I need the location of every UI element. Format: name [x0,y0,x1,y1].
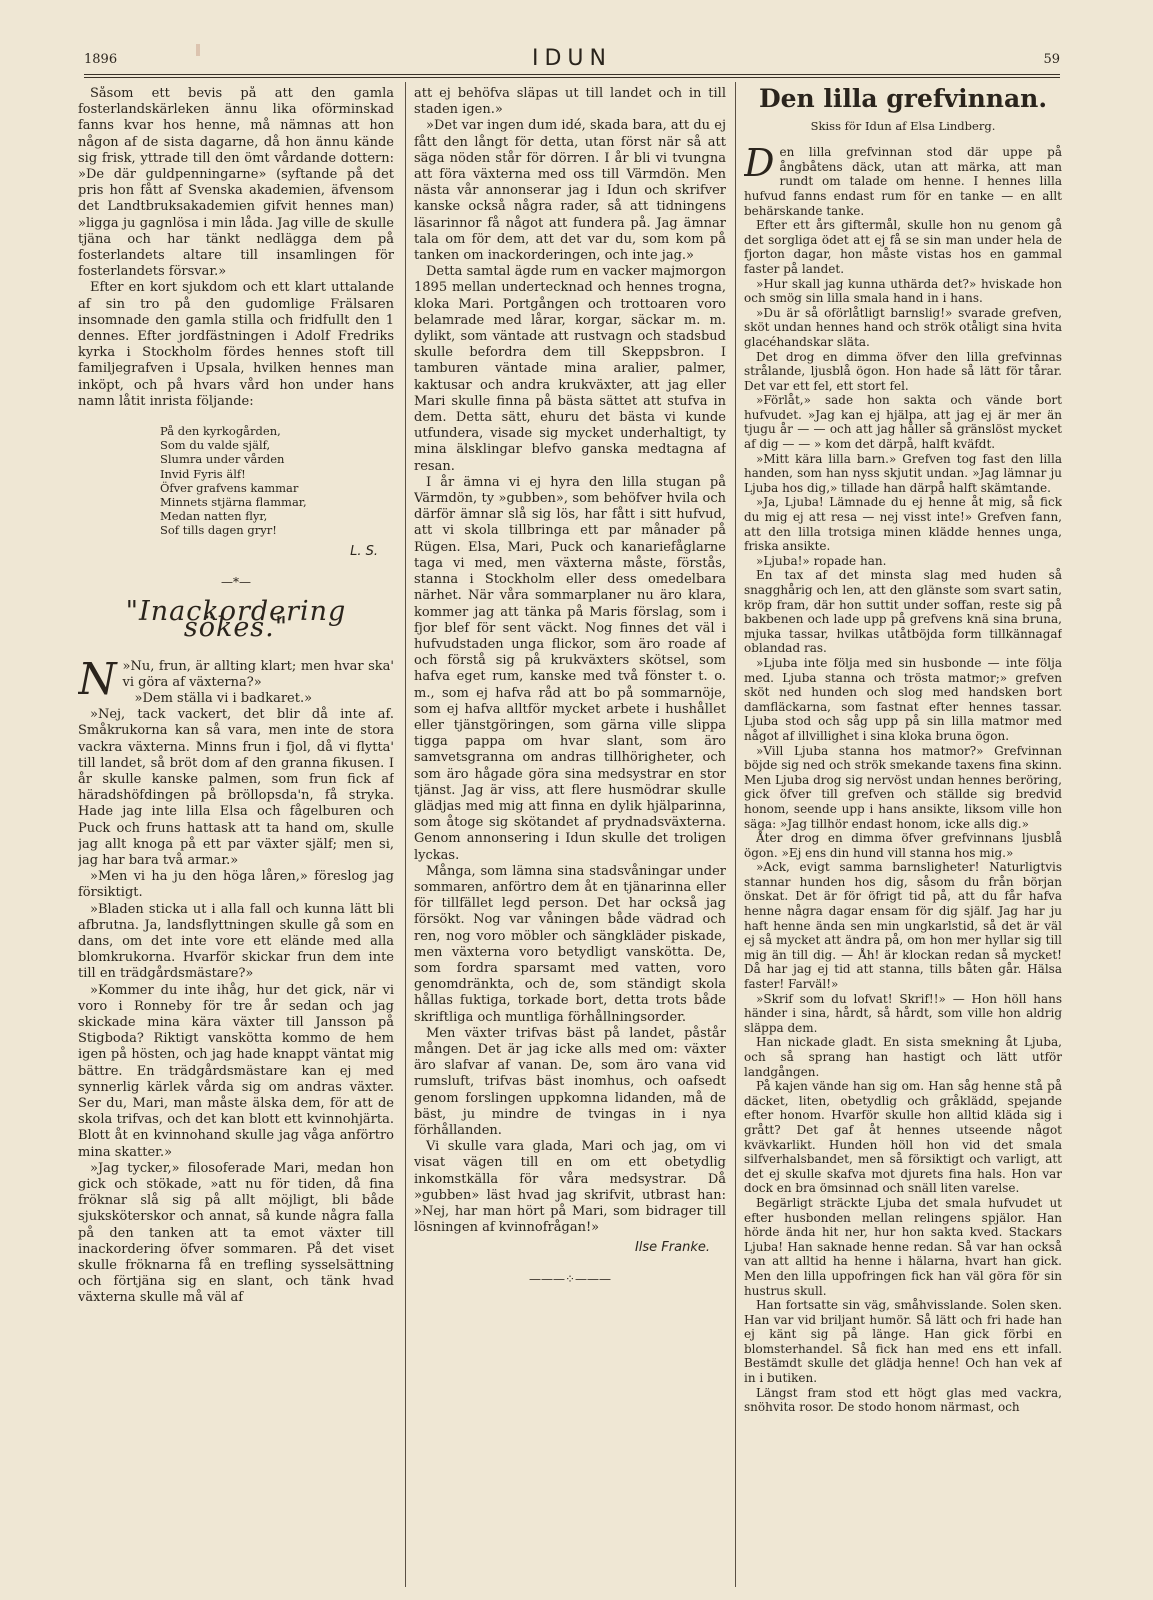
article-paragraph: »Nej, tack vackert, det blir då inte af. Småkrukorna kan så vara, men inte de stora vackra växterna. Minns frun i fjol, då vi flytta' till landet, så bröt dom af den granna fikusen. I år skulle kanske palmen, som frun fick af häradshöfdingen på bröllopsda'n, få stryka. Hade jag inte lilla Elsa och fågelburen och Puck och fruns hattask att ta hand om, skulle jag allt knoga på ett par växter själf; men si, jag har bara två armar.» [78,707,394,868]
story-paragraph: »Skrif som du lofvat! Skrif!!» — Hon höll hans händer i sina, hårdt, så hårdt, som ville hon aldrig släppa dem. [744,991,1062,1035]
story-paragraph: På kajen vände han sig om. Han såg henne stå på däcket, liten, obetydlig och gråklädd, spejande efter honom. Hvarför skulle hon alltid kläda sig i grått? Det gaf åt hennes utseende något kvävkarlikt. Hunden höll hon vid det smala silfverhalsbandet, men så försiktigt och varligt, att det ej skulle skafva mot djurets fina hals. Hon var dock en bra ömsinnad och snäll liten varelse. [744,1079,1062,1196]
story-paragraph: »Ack, evigt samma barnsligheter! Naturligtvis stannar hunden hos dig, såsom du från början önskat. Det är för öfrigt tid på, att du får hafva henne några dagar ensam för dig själf. Jag har ju haft henne ända sen min ungkarlstid, så det är väl ej så mycket att ändra på, om hon mer hyllar sig till mig än till dig. — Åh! är klockan redan så mycket! Då har jag ej tid att stanna, tills båten går. Hälsa faster! Farväl!» [744,860,1062,992]
header-year: 1896 [84,52,118,67]
story-paragraph: Den lilla grefvinnan stod där uppe på ångbåtens däck, utan att märka, att man rundt om talade om henne. I hennes lilla hufvud fanns endast rum för en tanke — en allt behärskande tanke. [744,141,1062,218]
poem-line: Som du valde själf, [160,438,271,453]
column-1 [78,86,394,1586]
story-paragraph: »Ja, Ljuba! Lämnade du ej henne åt mig, så fick du mig ej att resa — nej visst inte!» Grefven fann, att den lilla trotsiga minen klädde hennes unga, friska ansikte. [744,495,1062,554]
obituary-paragraph-1: Såsom ett bevis på att den gamla fosterlandskärleken ännu lika oförminskad fanns kvar hos henne, må nämnas att hon någon af de sista dagarne, då hon ännu kände sig frisk, yttrade till den ömt vårdande dottern: »De där guldpenningarne» (syftande på det pris hon fått af Svenska akademien, äfvensom det Landtbruksakademien gifvit hennes man) »ligga ju gagnlösa i min låda. Jag ville de skulle tjäna och har tänkt nedlägga dem på fosterlandets altare till insamlingen för fosterlandets försvar.» [78,86,394,280]
poem-signature: L. S. [350,543,378,559]
article-paragraph: »Jag tycker,» filosoferade Mari, medan hon gick och stökade, »att nu för tiden, då fina fröknar slå sig på allt möjligt, bli både sjuksköterskor och annat, så kunde några falla på den tanken att ta emot växter till inackordering öfver sommaren. På det viset skulle fröknarna få en trefling sysselsättning och förtjäna sig en slant, och tänk hvad växterna skulle må väl af [78,1160,394,1306]
poem-line: Sof tills dagen gryr! [160,523,277,538]
drop-cap: D [744,141,775,186]
story-paragraph: Åter drog en dimma öfver grefvinnans ljusblå ögon. »Ej ens din hund vill stanna hos mig.» [744,831,1062,860]
header-rule-secondary [84,77,1060,78]
article-paragraph: Detta samtal ägde rum en vacker majmorgon 1895 mellan undertecknad och hennes trogna, kloka Mari. Portgången och trottoaren voro belamrade med lårar, korgar, säckar m. m. dylikt, som väntade att rustvagn och stadsbud skulle befordra dem till Skeppsbron. I tamburen väntade mina aralier, palmer, kaktusar och andra krukväxter, att jag eller Mari skulle finna på bästa sättet att stufva in dem. Detta sätt, ehuru det bästa vi kunde utfundera, visade sig mycket underhaltigt, ty mina älsklingar blefvo ganska medtagna af resan. [414,264,726,474]
drop-cap: N [78,653,117,705]
story-title: Den lilla grefvinnan. [758,86,1048,113]
story-paragraph: En tax af det minsta slag med huden så snagghårig och len, att den glänste som svart satin, kröp fram, där hon suttit under soffan, reste sig på bakbenen och lade upp på grefvens knä sina bruna, mjuka tassar, hvilkas utåtböjda form tillkännagaf oblandad ras. [744,568,1062,656]
poem-line: Öfver grafvens kammar [160,480,299,495]
article-paragraph: »Bladen sticka ut i alla fall och kunna lätt bli afbrutna. Ja, landsflyttningen skulle gå som en dans, om det inte vore ett elände med alla blomkrukorna. Hvarför skickar frun dem inte till en trädgårdsmästare?» [78,901,394,982]
story-paragraph: »Vill Ljuba stanna hos matmor?» Grefvinnan böjde sig ned och strök smekande taxens fina skinn. Men Ljuba drog sig nervöst undan hennes beröring, gick öfver till grefven och ställde sig bredvid honom, seende upp i hans ansikte, liksom ville hon säga: »Jag tillhör endast honom, icke alls dig.» [744,743,1062,831]
article-paragraph: »Kommer du inte ihåg, hur det gick, när vi voro i Ronneby för tre år sedan och jag skickade mina kära växter till Jansson på Stigboda? Riktigt vanskötta kommo de hem igen på hösten, och jag hade knappt väntat mig bättre. En trädgårdsmästare kan ej med synnerlig kärlek vårda sig om andras växter. Ser du, Mari, man måste älska dem, för att de skola trifvas, och det kan blott ett kvinnohjärta. Blott åt en kvinnohand skulle jag våga anförtro mina skatter.» [78,982,394,1160]
article-paragraph: »Dem ställa vi i badkaret.» [134,690,313,706]
story-paragraph: Han nickade gladt. En sista smekning åt Ljuba, och så sprang han hastigt och lätt utför landgången. [744,1035,1062,1079]
story-paragraph: »Hur skall jag kunna uthärda det?» hviskade hon och smög sin lilla smala hand in i hans. [744,276,1062,306]
column-3 [744,86,1062,1586]
article-paragraph: I år ämna vi ej hyra den lilla stugan på Värmdön, ty »gubben», som behöfver hvila och därför ämnar slå sig lös, har fått i sitt hufvud, att vi skola tillbringa ett par månader på Rügen. Elsa, Mari, Puck och kanariefåglarne taga vi med, men växterna måste, förstås, stanna i Stockholm eller dess omedelbara närhet. När våra sommarplaner nu äro klara, kommer jag att tänka på Maris förslag, som i fjor blef för sent väckt. Nog finnes det väl i hufvudstaden unga flickor, som äro roade af och förstå sig på krukväxters skötsel, som hafva eget rum, kanske med två fönster t. o. m., som ej hafva råd att bo på sommarnöje, som ej hafva alltför mycket arbete i hushållet eller tjänstgöringen, som gärna ville slippa tigga pappa om hvar slant, som äro samvetsgranna om andras tillhörigheter, och som äro hågade göra sina medsystrar en stor tjänst. Jag är viss, att flere husmödrar skulle glädjas med mig att finna en dylik hjälparinna, som åtoge sig skötandet af prydnadsväxterna. Genom annonsering i Idun skulle det troligen lyckas. [414,474,726,863]
story-paragraph: »Ljuba!» ropade han. [756,553,887,568]
column-divider-2 [735,82,736,1587]
story-paragraph: Längst fram stod ett högt glas med vackra, snöhvita rosor. De stodo honom närmast, och [744,1385,1062,1415]
header-rule [84,74,1060,75]
column-divider-1 [405,82,406,1587]
article-signature: Ilse Franke. [634,1240,710,1256]
story-paragraph: Begärligt sträckte Ljuba det smala hufvudet ut efter husbonden mellan relingens spjälor. Han hörde ända hit ner, hur hon sakta kved. Stackars Ljuba! Han saknade henne redan. Så var han också van att alltid ha henne i hälarna, hvart han gick. Men den lilla uppofringen fick han väl göra för sin hustrus skull. [744,1195,1062,1298]
article-paragraph: Men växter trifvas bäst på landet, påstår mången. Det är jag icke alls med om: växter äro slafvar af vanan. De, som äro vana vid rumsluft, trifvas bäst inomhus, och oafsedt genom forslingen uppkomna lidanden, må de bäst, ju mindre de tvingas in i nya förhållanden. [414,1025,726,1138]
poem-line: På den kyrkogården, [160,424,281,439]
poem-line: Slumra under vården [160,452,285,467]
section-divider: —*— [221,574,251,589]
story-paragraph: »Mitt kära lilla barn.» Grefven tog fast den lilla handen, som han nyss skjutit undan. »Jag lämnar ju Ljuba hos dig,» tillade han därpå halft skämtande. [744,451,1062,495]
story-byline: Skiss för Idun af Elsa Lindberg. [810,118,996,133]
story-paragraph: »Förlåt,» sade hon sakta och vände bort hufvudet. »Jag kan ej hjälpa, att jag ej är mer än tjugu år — — och att jag håller så gränslöst mycket af dig — — » kom det därpå, halft kväfdt. [744,393,1062,452]
header-page-number: 59 [1043,52,1060,67]
poem-line: Invid Fyris älf! [160,466,246,481]
page-header [84,46,1060,76]
epitaph-poem [160,424,394,538]
story-paragraph: Det drog en dimma öfver den lilla grefvinnas strålande, ljusblå ögon. Hon hade så lätt för tårar. Det var ett fel, ett stort fel. [744,349,1062,393]
article-paragraph: »Men vi ha ju den höga låren,» föreslog jag försiktigt. [78,869,394,901]
obituary-paragraph-2: Efter en kort sjukdom och ett klart uttalande af sin tro på den gudomlige Frälsaren insomnade den gamla stilla och fridfullt den 1 dennes. Efter jordfästningen i Adolf Fredriks kyrka i Stockholm fördes hennes stoft till familjegrafven i Upsala, hvilken hennes man inköpt, och på hvars vård hon under hans namn låtit inrista följande: [78,280,394,409]
story-paragraph: »Ljuba inte följa med sin husbonde — inte följa med. Ljuba stanna och trösta matmor;» grefven sköt ned hunden och slog med handsken bort damfläckarna, som fastnat efter hennes tassar. Ljuba stod och såg upp på sin lilla matmor med något af illvillighet i sina kloka bruna ögon. [744,655,1062,743]
story-paragraph: »Du är så oförlåtligt barnslig!» svarade grefven, sköt undan hennes hand och strök otåligt sina hvita glacéhandskar släta. [744,305,1062,349]
article-paragraph: att ej behöfva släpas ut till landet och in till staden igen.» [414,86,726,118]
column-2 [414,86,726,1586]
article-paragraph: Vi skulle vara glada, Mari och jag, om vi visat vägen till en om ett obetydlig inkomstkälla för våra medsystrar. Då »gubben» läst hvad jag skrifvit, utbrast han: »Nej, har man hört på Mari, som bidrager till lösningen af kvinnofrågan!» [414,1139,726,1236]
story-paragraph: Han fortsatte sin väg, småhvisslande. Solen sken. Han var vid briljant humör. Så lätt och fri hade han ej känt sig på länge. Han gick förbi en blomsterhandel. Så fick han med ens ett infall. Bestämdt skulle det glädja henne! Och han vek af in i butiken. [744,1298,1062,1386]
poem-line: Medan natten flyr, [160,509,268,524]
section-divider: ———⁘——— [528,1271,612,1286]
article-paragraph: »Det var ingen dum idé, skada bara, att du ej fått den långt för detta, utan först när så att säga nöden står för dörren. I år bli vi tvungna att föra växterna med oss till Värmdön. Men nästa vår annonserar jag i Idun och skrifver kanske också några rader, så att tidningens läsarinnor få något att fundera på. Jag ämnar tala om för dem, att det var du, som kom på tanken om inackorderingen, och inte jag.» [414,118,726,264]
article-paragraph: Många, som lämna sina stadsvåningar under sommaren, anförtro dem åt en tjänarinna eller för tillfället legd person. Det har också jag försökt. Nog var våningen både vädrad och ren, nog voro möbler och sängkläder piskade, men växterna voro betydligt vanskötta. De, som fordra sparsamt med vatten, voro genomdränkta, och de, som ständigt skola hållas fuktiga, torkade bort, detta trots både skriftliga och muntliga förhållningsorder. [414,863,726,1025]
poem-line: Minnets stjärna flammar, [160,495,307,510]
article-paragraph: N »Nu, frun, är allting klart; men hvar ska' vi göra af växterna?» [78,653,394,705]
masthead-title: IDUN [532,46,612,71]
article-title: "Inackordering sökes." [125,596,347,644]
story-paragraph: Efter ett års giftermål, skulle hon nu genom gå det sorgliga ödet att ej få se sin man under hela de fjorton dagar, hon måste vistas hos en gammal faster på landet. [744,218,1062,276]
